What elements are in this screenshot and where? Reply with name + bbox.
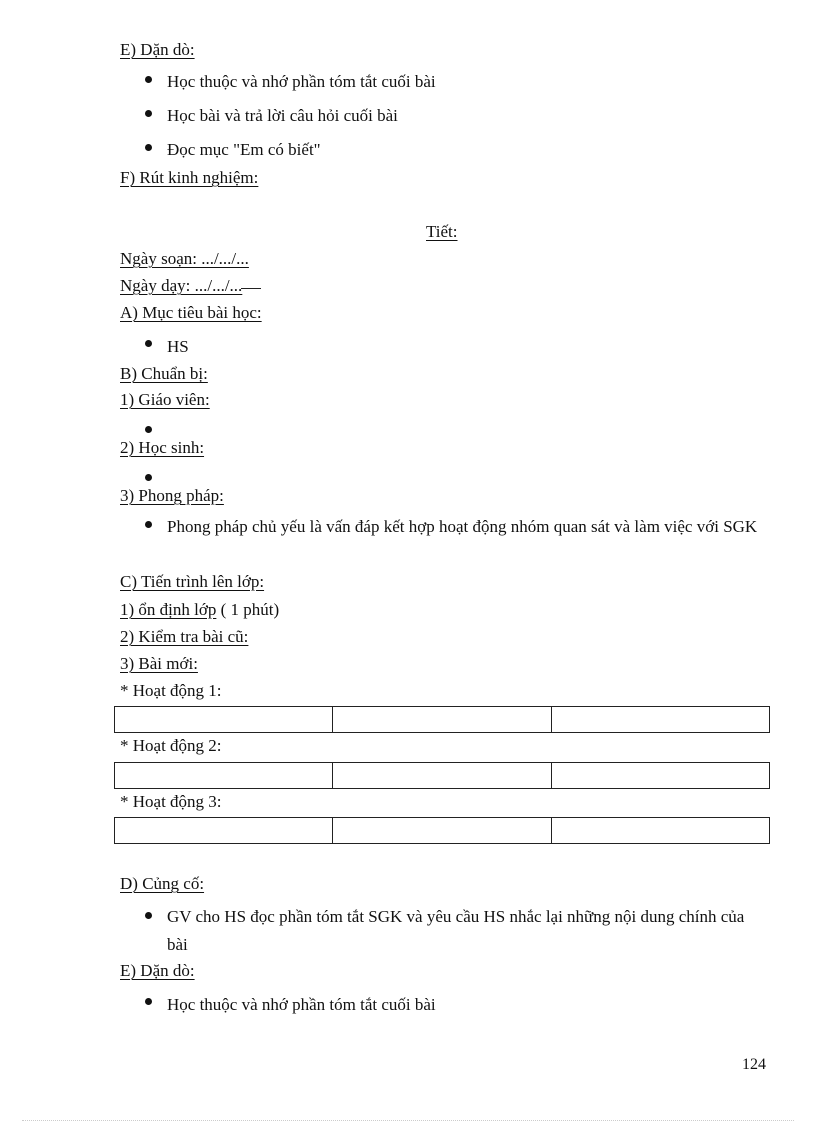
section-e-heading: E) Dặn dò: [120,40,195,59]
section-d-bullet-1: GV cho HS đọc phần tóm tắt SGK và yêu cầu HS nhắc lại những nội dung chính của bài [167,907,745,954]
table-cell [115,763,333,789]
bullet-icon [145,76,152,83]
method-heading: 3) Phong pháp: [120,486,224,505]
activity-1-label: * Hoạt động 1: [120,681,222,700]
table-cell [333,707,551,733]
section-e-bullet-1: Học thuộc và nhớ phần tóm tắt cuối bài [167,72,436,91]
method-bullet-1: Phong pháp chủ yếu là vấn đáp kết hợp hoạt động nhóm quan sát và làm việc với SGK [167,517,758,536]
section-c-heading: C) Tiến trình lên lớp: [120,572,265,591]
section-f-heading: F) Rút kinh nghiệm: [120,168,259,187]
activity-2-label: * Hoạt động 2: [120,736,222,755]
table-cell [115,707,333,733]
teach-date-text: Ngày dạy: .../.../... [120,276,243,295]
table-row [115,707,770,733]
step-1-note: ( 1 phút) [216,600,280,619]
bullet-icon [145,912,152,919]
bullet-icon [145,998,152,1005]
student-heading: 2) Học sinh: [120,438,205,457]
bullet-icon [145,144,152,151]
table-cell [115,818,333,844]
section-e-bottom-heading: E) Dặn dò: [120,961,195,980]
prep-date-text: Ngày soạn: .../.../... [120,249,249,268]
blank-line [241,288,261,289]
section-e-bullet-3: Đọc mục "Em có biết" [167,140,321,159]
bullet-icon [145,474,152,481]
bullet-icon [145,340,152,347]
table-row [115,763,770,789]
section-d-heading: D) Củng cố: [120,874,205,893]
bullet-icon [145,110,152,117]
section-a-bullet-1: HS [167,337,189,356]
table-cell [551,763,769,789]
section-a-heading: A) Mục tiêu bài học: [120,303,262,322]
activity-2-table [114,762,770,789]
table-cell [333,818,551,844]
step-2: 2) Kiểm tra bài cũ: [120,627,249,646]
table-row [115,818,770,844]
bullet-icon [145,521,152,528]
bullet-icon [145,426,152,433]
step-1 [120,600,279,620]
section-b-heading: B) Chuẩn bị: [120,364,208,383]
table-cell [333,763,551,789]
table-cell [551,707,769,733]
activity-3-table [114,817,770,844]
table-cell [551,818,769,844]
footer-divider [22,1120,794,1121]
lesson-title: Tiết: [426,222,458,241]
activity-1-table [114,706,770,733]
activity-3-label: * Hoạt động 3: [120,792,222,811]
prep-date [120,249,249,269]
step-3: 3) Bài mới: [120,654,198,673]
teacher-heading: 1) Giáo viên: [120,390,210,409]
section-e-bullet-2: Học bài và trả lời câu hỏi cuối bài [167,106,398,125]
section-e-bottom-bullet-1: Học thuộc và nhớ phần tóm tắt cuối bài [167,995,436,1014]
teach-date [120,276,242,296]
step-1-label: 1) ổn định lớp [120,600,217,619]
page-number: 124 [742,1056,766,1073]
